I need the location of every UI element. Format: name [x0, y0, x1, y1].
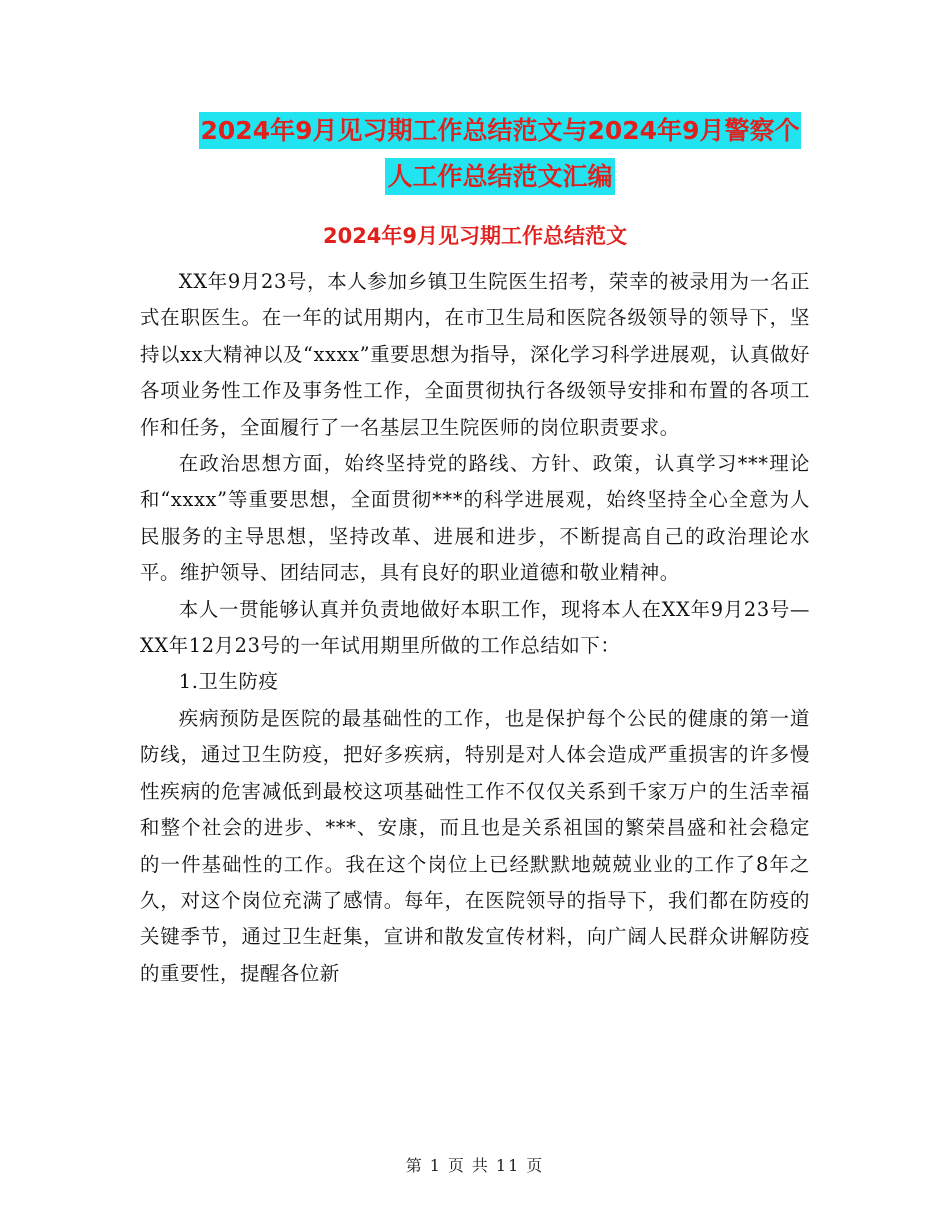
- footer-page-word: 页: [447, 1156, 466, 1175]
- footer-total-pages: 11: [495, 1156, 521, 1175]
- page-footer: [0, 1153, 950, 1176]
- section-subtitle: 2024年9月见习期工作总结范文: [322, 224, 628, 248]
- document-title: [140, 108, 860, 200]
- paragraph: 本人一贯能够认真并负责地做好本职工作，现将本人在XX年9月23号—XX年12月23号的一年试用期里所做的工作总结如下：: [140, 597, 810, 658]
- paragraph: 在政治思想方面，始终坚持党的路线、方针、政策，认真学习***理论和“xxxx”等重要思想，全面贯彻***的科学进展观，始终坚持全心全意为人民服务的主导思想，坚持改革、进展和进步，不断提高自己的政治理论水平。维护领导、团结同志，具有良好的职业道德和敬业精神。: [140, 452, 810, 585]
- paragraph-heading: 1.卫生防疫: [178, 670, 279, 694]
- footer-suffix: 页: [526, 1156, 545, 1175]
- footer-prefix: 第: [405, 1156, 424, 1175]
- paragraph: XX年9月23号，本人参加乡镇卫生院医生招考，荣幸的被录用为一名正式在职医生。在一年的试用期内，在市卫生局和医院各级领导的领导下，坚持以xx大精神以及“xxxx”重要思想为指导，深化学习科学进展观，认真做好各项业务性工作及事务性工作，全面贯彻执行各级领导安排和布置的各项工作和任务，全面履行了一名基层卫生院医师的岗位职责要求。: [140, 270, 810, 439]
- footer-page-number: 1: [429, 1156, 442, 1175]
- title-line-1: 2024年9月见习期工作总结范文与2024年9月警察个: [199, 112, 802, 149]
- paragraph: 疾病预防是医院的最基础性的工作，也是保护每个公民的健康的第一道防线，通过卫生防疫，把好多疾病，特别是对人体会造成严重损害的许多慢性疾病的危害减低到最校这项基础性工作不仅仅关系到千家万户的生活幸福和整个社会的进步、***、安康，而且也是关系祖国的繁荣昌盛和社会稳定的一件基础性的工作。我在这个岗位上已经默默地兢兢业业的工作了8年之久，对这个岗位充满了感情。每年，在医院领导的指导下，我们都在防疫的关键季节，通过卫生赶集，宣讲和散发宣传材料，向广阔人民群众讲解防疫的重要性，提醒各位新: [140, 706, 810, 985]
- title-line-2: 人工作总结范文汇编: [385, 158, 614, 195]
- footer-total-word: 共: [471, 1156, 490, 1175]
- document-body: [140, 264, 810, 992]
